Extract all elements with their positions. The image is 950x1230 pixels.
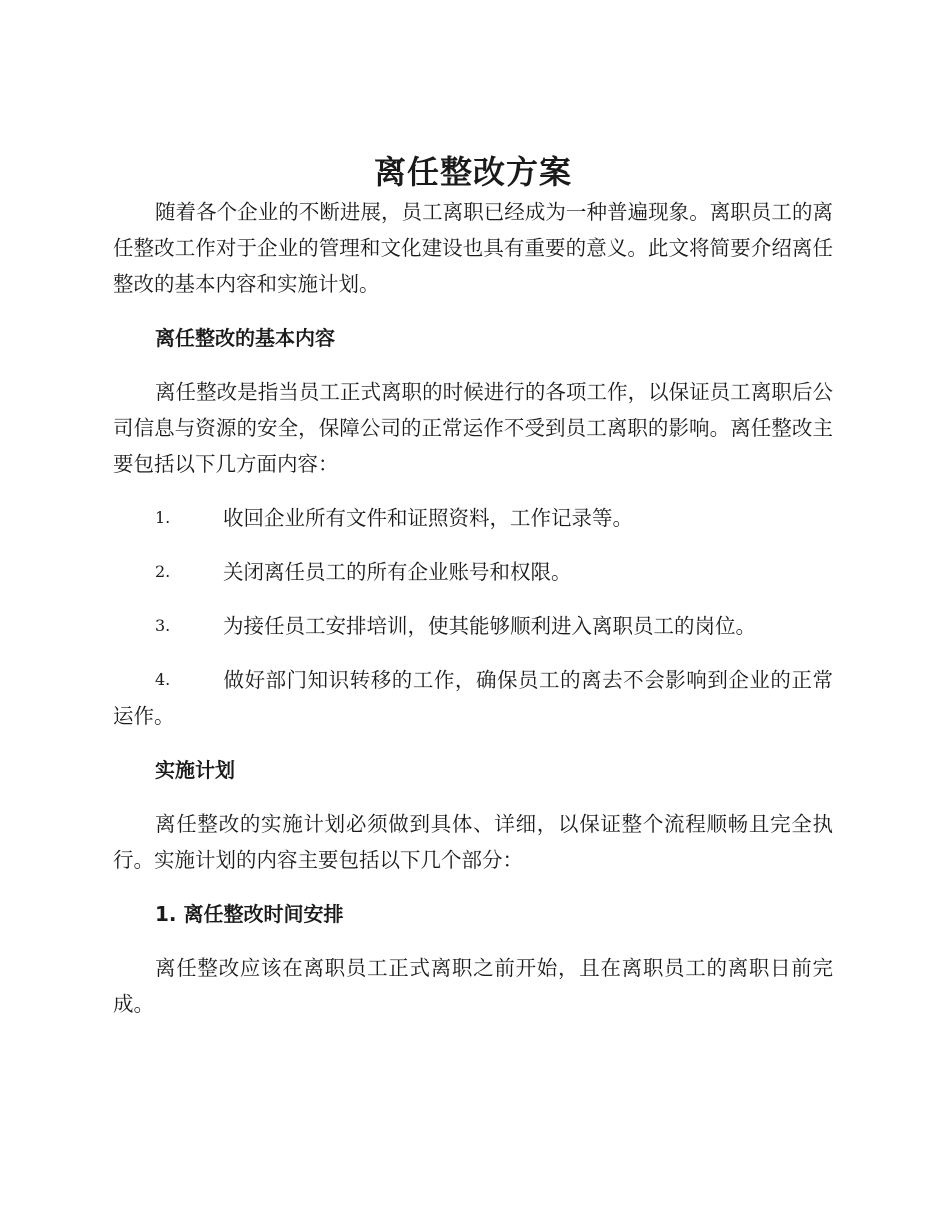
list-item — [113, 500, 833, 536]
list-item — [113, 608, 833, 644]
list-number: 1. — [155, 508, 171, 527]
section-implementation-plan-paragraph: 离任整改的实施计划必须做到具体、详细，以保证整个流程顺畅且完全执行。实施计划的内容主要包括以下几个部分： — [113, 812, 833, 872]
list-number: 3. — [155, 616, 171, 635]
intro-paragraph: 随着各个企业的不断进展，员工离职已经成为一种普遍现象。离职员工的离任整改工作对于企业的管理和文化建设也具有重要的意义。此文将简要介绍离任整改的基本内容和实施计划。 — [113, 200, 833, 296]
list-item-text: 为接任员工安排培训，使其能够顺利进入离职员工的岗位。 — [223, 614, 756, 638]
document-page — [113, 150, 833, 1022]
list-item-text: 做好部门知识转移的工作，确保员工的离去不会影响到企业的正常运作。 — [113, 668, 833, 728]
list-item-text: 收回企业所有文件和证照资料，工作记录等。 — [223, 506, 633, 530]
subsection-timeline-paragraph: 离任整改应该在离职员工正式离职之前开始，且在离职员工的离职日前完成。 — [113, 956, 833, 1016]
list-item-text: 关闭离任员工的所有企业账号和权限。 — [223, 560, 572, 584]
section-basic-content-paragraph: 离任整改是指当员工正式离职的时候进行的各项工作，以保证员工离职后公司信息与资源的安全，保障公司的正常运作不受到员工离职的影响。离任整改主要包括以下几方面内容： — [113, 380, 833, 476]
list-number: 2. — [155, 562, 171, 581]
section-heading-basic-content: 离任整改的基本内容 — [155, 326, 335, 350]
list-item — [113, 662, 833, 734]
subsection-heading-timeline: 1. 离任整改时间安排 — [155, 902, 344, 926]
list-item — [113, 554, 833, 590]
list-number: 4. — [155, 670, 171, 689]
section-heading-implementation-plan: 实施计划 — [155, 758, 235, 782]
document-title: 离任整改方案 — [373, 153, 572, 191]
